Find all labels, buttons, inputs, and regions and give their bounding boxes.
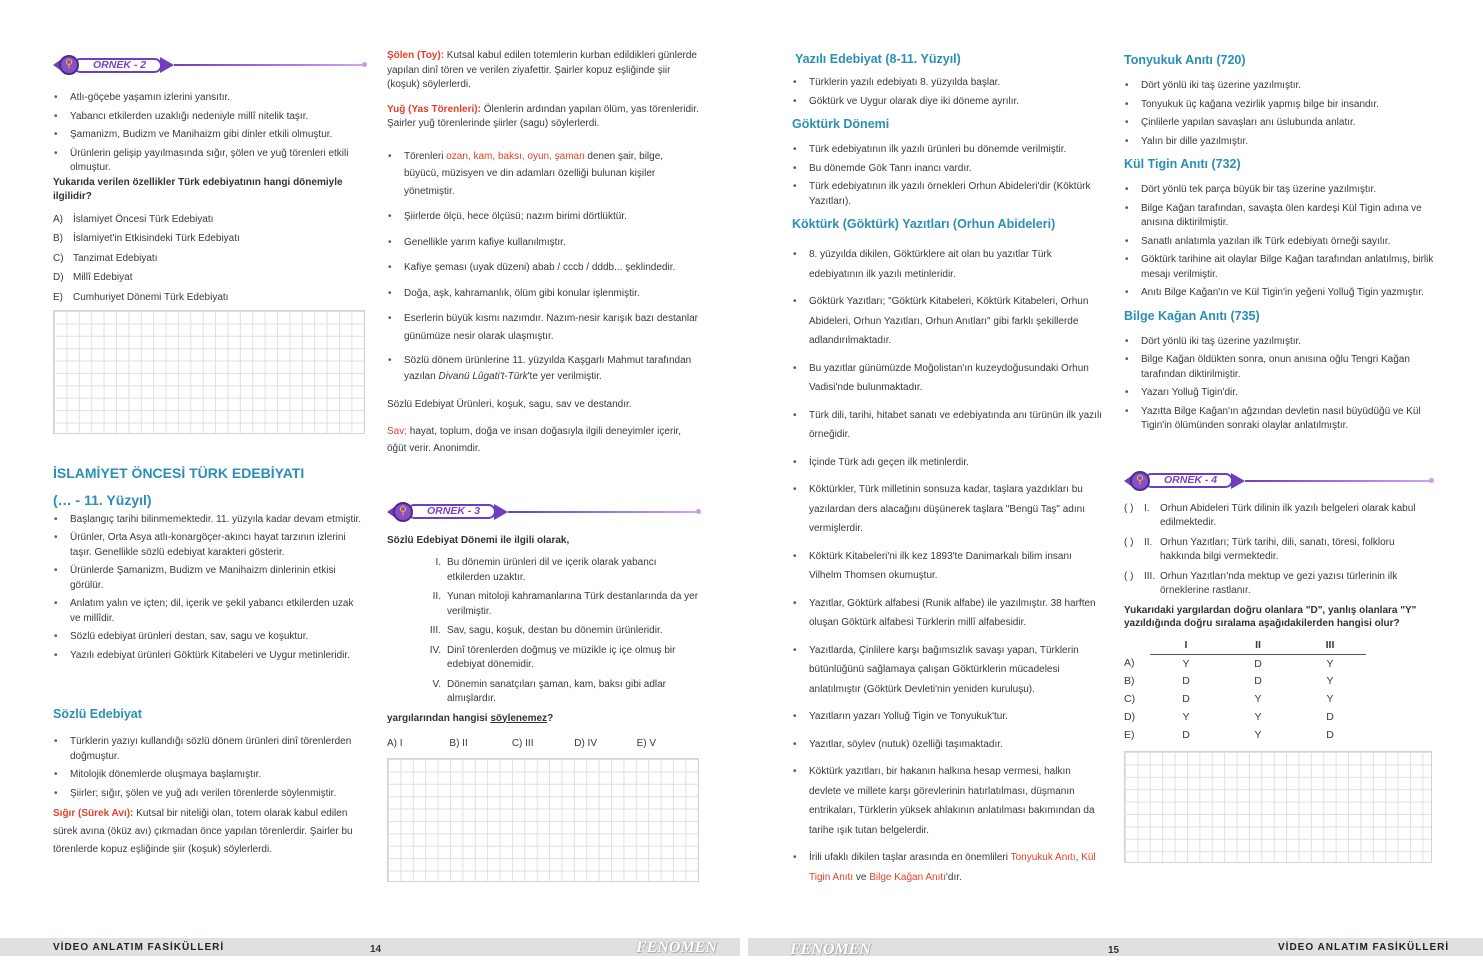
list-item: • Türklerin yazılı edebiyatı 8. yüzyılda başlar. bbox=[792, 76, 1104, 91]
table-cell: D bbox=[1254, 657, 1262, 670]
orhun-title: Köktürk (Göktürk) Yazıtları (Orhun Abideleri) bbox=[792, 217, 1056, 232]
statement-item: II. Yunan mitoloji kahramanlarına Türk destanlarında da yer verilmiştir. bbox=[432, 591, 699, 617]
table-cell: Y bbox=[1326, 693, 1334, 706]
example-3-options bbox=[387, 737, 699, 752]
example-2-badge bbox=[53, 56, 365, 74]
solen-term: Şölen (Toy): bbox=[387, 50, 445, 61]
sozlu-title: Sözlü Edebiyat bbox=[53, 707, 142, 722]
list-item: • Ürünlerde Şamanizm, Budizm ve Manihaizm dinlerinin etkisi görülür. bbox=[53, 564, 365, 593]
list-item: • Şiirlerde ölçü, hece ölçüsü; nazım birimi dörtlüktür. bbox=[387, 208, 699, 226]
answer-option: B) İslamiyet'in Etkisindeki Türk Edebiyatı bbox=[53, 233, 240, 244]
list-item: • Genellikle yarım kafiye kullanılmıştır. bbox=[387, 234, 699, 252]
table-cell: Y bbox=[1182, 657, 1190, 670]
p15-left-column bbox=[792, 44, 1104, 891]
list-item: • İçinde Türk adı geçen ilk metinlerdir. bbox=[792, 453, 1104, 473]
statement-item: ( ) II. Orhun Yazıtları; Türk tarihi, dili, sanatı, töresi, folkloru hakkında bilgi vermektedir. bbox=[1124, 536, 1395, 563]
list-item: • Doğa, aşk, kahramanlık, ölüm gibi konular işlenmiştir. bbox=[387, 285, 699, 303]
bilge-bullets bbox=[1124, 335, 1434, 434]
list-item: • Yazıtlarda, Çinlilere karşı bağımsızlık savaşı yapan, Türklerin bütünlüğünü sağlamaya çalışan Göktürklerin mücadelesi anlatılmıştır (Göktürk Devleti'nin yeniden kuruluşu). bbox=[792, 641, 1104, 700]
bilge-title: Bilge Kağan Anıtı (735) bbox=[1124, 308, 1260, 323]
table-cell: Y bbox=[1254, 693, 1262, 706]
example-4-answer-table bbox=[1124, 637, 1366, 745]
statement-item: I. Bu dönemin ürünleri dil ve içerik olarak yabancı etkilerden uzaktır. bbox=[435, 557, 657, 583]
example-4-label: ÖRNEK - 4 bbox=[1144, 473, 1233, 488]
example-3-label: ÖRNEK - 3 bbox=[407, 504, 496, 519]
magnifier-icon: ⚲ bbox=[393, 502, 413, 522]
example-4-question: Yukarıdaki yargılardan doğru olanlara "D", yanlış olanlara "Y" yazıldığında doğru sıralama aşağıdakilerden hangisi olur? bbox=[1124, 604, 1417, 630]
option-key: E) bbox=[1124, 729, 1135, 742]
list-item: • Anlatım yalın ve içten; dil, içerik ve şekil yabancı etkilerden uzak ve millîdir. bbox=[53, 597, 365, 626]
answer-grid bbox=[387, 758, 699, 882]
column-header: III bbox=[1294, 637, 1366, 655]
p14-logo: FENOMEN bbox=[636, 939, 717, 956]
answer-option: E) V bbox=[636, 738, 657, 749]
section-subtitle: (… - 11. Yüzyıl) bbox=[53, 492, 152, 509]
list-item: • Türk edebiyatının ilk yazılı örnekleri Orhun Abideleri'dir (Köktürk Yazıtları). bbox=[792, 180, 1104, 209]
list-item: • Başlangıç tarihi bilinmemektedir. 11. yüzyıla kadar devam etmiştir. bbox=[53, 513, 365, 528]
answer-option: A) I bbox=[387, 738, 403, 749]
example-2-question: Yukarıda verilen özellikler Türk edebiyatının hangi dönemiyle ilgilidir? bbox=[53, 176, 343, 202]
list-item: • Türklerin yazıyı kullandığı sözlü dönem ürünleri dinî törenlerden doğmuştur. bbox=[53, 735, 365, 764]
table-cell: D bbox=[1182, 693, 1190, 706]
example-3-badge bbox=[387, 503, 699, 521]
example-3-question: yargılarından hangisi söylenemez? bbox=[387, 712, 554, 724]
list-item: • Törenleri ozan, kam, baksı, oyun, şaman denen şair, bilge, büyücü, müzisyen ve din adamları özelliği bulunan kişiler yönetmiştir. bbox=[387, 148, 699, 201]
yug-term: Yuğ (Yas Törenleri): bbox=[387, 103, 481, 115]
table-row bbox=[1124, 727, 1366, 745]
list-item: • İrili ufaklı dikilen taşlar arasında en önemlileri Tonyukuk Anıtı, Kül Tigin Anıtı ve Bilge Kağan Anıtı'dır. bbox=[792, 848, 1104, 887]
table-cell: Y bbox=[1254, 729, 1262, 742]
option-key: A) bbox=[1124, 657, 1135, 670]
list-item: • Türk edebiyatının ilk yazılı ürünleri bu dönemde verilmiştir. bbox=[792, 143, 1104, 158]
badge-line bbox=[1245, 480, 1432, 482]
example-2-bullets bbox=[53, 91, 365, 176]
list-item: • Anıtı Bilge Kağan'ın ve Kül Tigin'in yeğeni Yolluğ Tigin yazmıştır. bbox=[1124, 286, 1434, 301]
list-item: • Kafiye şeması (uyak düzeni) abab / cccb / dddb... şeklindedir. bbox=[387, 259, 699, 277]
example-3-statements bbox=[387, 556, 699, 707]
p15-page-number: 15 bbox=[1108, 945, 1120, 956]
example-3-intro: Sözlü Edebiyat Dönemi ile ilgili olarak, bbox=[387, 534, 570, 546]
list-item: • Çinlilerle yapılan savaşları anı üslubunda anlatır. bbox=[1124, 116, 1434, 131]
answer-option: D) IV bbox=[574, 738, 597, 749]
badge-line bbox=[174, 64, 365, 66]
answer-grid bbox=[1124, 751, 1432, 863]
list-item: • Dört yönlü iki taş üzerine yazılmıştır. bbox=[1124, 79, 1434, 94]
list-item: • Sanatlı anlatımla yazılan ilk Türk edebiyatı örneği sayılır. bbox=[1124, 235, 1434, 250]
table-row bbox=[1124, 655, 1366, 673]
list-item: • Eserlerin büyük kısmı nazımdır. Nazım-nesir karışık bazı destanlar günümüze nesir olarak ulaşmıştır. bbox=[387, 310, 699, 345]
orhun-bullets bbox=[792, 245, 1104, 840]
yug-paragraph bbox=[387, 103, 699, 132]
list-item: • Tonyukuk üç kağana vezirlik yapmış bilge bir insandır. bbox=[1124, 98, 1434, 113]
list-item: • Yabancı etkilerden uzaklığı nedeniyle millî nitelik taşır. bbox=[53, 110, 365, 125]
example-2-options bbox=[53, 213, 365, 306]
badge-arrow-icon bbox=[1231, 473, 1245, 489]
example-4-badge bbox=[1124, 472, 1432, 490]
list-item: • Bu dönemde Gök Tanrı inancı vardır. bbox=[792, 162, 1104, 177]
answer-grid bbox=[53, 310, 365, 434]
sav-text: hayat, toplum, doğa ve insan doğasıyla ilgili deneyimler içerir, öğüt verir. Anonimdir. bbox=[387, 425, 682, 454]
list-item: • Dört yönlü iki taş üzerine yazılmıştır. bbox=[1124, 335, 1434, 350]
table-row bbox=[1124, 673, 1366, 691]
list-item: • Şiirler; sığır, şölen ve yuğ adı verilen törenlerde söylenmiştir. bbox=[53, 787, 365, 802]
list-item: • Köktürkler, Türk milletinin sonsuza kadar, taşlara yazdıkları bu yazılardan ders alacağını düşünerek taşlara "Bengü Taş" adını vermişlerdir. bbox=[792, 480, 1104, 539]
statement-item: IV. Dinî törenlerden doğmuş ve müzikle iç içe olmuş bir edebiyat dönemidir. bbox=[429, 644, 676, 670]
sigir-term: Sığır (Sürek Avı): bbox=[53, 808, 134, 820]
list-item: • Bu yazıtlar günümüzde Moğolistan'ın kuzeydoğusundaki Orhun Vadisi'nde bulunmaktadır. bbox=[792, 359, 1104, 398]
list-item: • Yazılı edebiyat ürünleri Göktürk Kitabeleri ve Uygur metinleridir. bbox=[53, 649, 365, 664]
column-header: II bbox=[1222, 637, 1294, 655]
toren-bullets bbox=[387, 148, 699, 201]
example-4-statements bbox=[1124, 502, 1434, 599]
sigir-text: Kutsal bir niteliği olan, totem olarak kabul edilen sürek avına (öküz avı) çıkmadan önce yapılan törenlerdir. Şairler bu törenlerde kopuz eşliğinde şiir (koşuk) söylerlerdi. bbox=[53, 808, 353, 856]
sav-term: Sav; bbox=[387, 425, 408, 437]
yazili-title: Yazılı Edebiyat (8-11. Yüzyıl) bbox=[795, 52, 961, 66]
list-item: • Yalın bir dille yazılmıştır. bbox=[1124, 135, 1434, 150]
tonyukuk-bullets bbox=[1124, 79, 1434, 149]
magnifier-icon: ⚲ bbox=[1130, 471, 1150, 491]
list-item: • Yazıtta Bilge Kağan'ın ağzından devletin nasıl büyüdüğü ve Kül Tigin'in ölümünden sonraki olaylar anlatılmıştır. bbox=[1124, 405, 1434, 434]
irili-bullets bbox=[792, 848, 1104, 887]
sav-paragraph bbox=[387, 423, 699, 457]
tonyukuk-title: Tonyukuk Anıtı (720) bbox=[1124, 53, 1246, 67]
table-cell: D bbox=[1326, 711, 1334, 724]
list-item: • Yazıtların yazarı Yolluğ Tigin ve Tonyukuk'tur. bbox=[792, 707, 1104, 727]
list-item: • Bilge Kağan tarafından, savaşta ölen kardeşi Kül Tigin adına ve anısına diktirilmiştir. bbox=[1124, 202, 1434, 231]
list-item: • Ürünlerin gelişip yayılmasında sığır, şölen ve yuğ törenleri etkili olmuştur. bbox=[53, 147, 365, 176]
p14-right-column bbox=[387, 49, 699, 882]
example-2-label: ÖRNEK - 2 bbox=[73, 58, 162, 73]
sigir-paragraph bbox=[53, 805, 365, 859]
table-row bbox=[1124, 709, 1366, 727]
statement-item: V. Dönemin sanatçıları şaman, kam, baksı gibi adlar almışlardır. bbox=[432, 678, 666, 704]
kultigin-bullets bbox=[1124, 183, 1434, 301]
table-cell: D bbox=[1254, 675, 1262, 688]
p14-page-number: 14 bbox=[370, 944, 382, 955]
p15-right-column bbox=[1124, 45, 1434, 863]
list-item: • Yazıtlar, Göktürk alfabesi (Runik alfabe) ile yazılmıştır. 38 harften oluşan Göktürk alfabesi Türklerin millî alfabesidir. bbox=[792, 594, 1104, 633]
list-item: • 8. yüzyılda dikilen, Göktürklere ait olan bu yazıtlar Türk edebiyatının ilk yazılı metinleridir. bbox=[792, 245, 1104, 284]
statement-item: ( ) III. Orhun Yazıtları'nda mektup ve gezi yazısı türlerinin ilk örneklerine rastlanır. bbox=[1124, 570, 1398, 597]
yazili-bullets bbox=[792, 76, 1104, 109]
table-cell: Y bbox=[1326, 657, 1334, 670]
option-key: C) bbox=[1124, 693, 1136, 706]
statement-item: III. Sav, sagu, koşuk, destan bu dönemin ürünleridir. bbox=[429, 625, 663, 636]
list-item: • Türk dili, tarihi, hitabet sanatı ve edebiyatında anı türünün ilk yazılı örneğidir. bbox=[792, 406, 1104, 445]
solen-text: Kutsal kabul edilen totemlerin kurban edildikleri günlerde yapılan dinî tören ve verilen ziyafettir. Şairler kopuz eşliğinde şiir (koşuk) söylerlerdi. bbox=[387, 50, 697, 90]
kultigin-title: Kül Tigin Anıtı (732) bbox=[1124, 157, 1241, 172]
list-item: • Sözlü edebiyat ürünleri destan, sav, sagu ve koşuktur. bbox=[53, 630, 365, 645]
badge-arrow-icon bbox=[160, 57, 174, 73]
badge-line bbox=[508, 511, 699, 513]
statement-item: ( ) I. Orhun Abideleri Türk dilinin ilk yazılı belgeleri olarak kabul edilmektedir. bbox=[1124, 502, 1416, 529]
list-item: • Atlı-göçebe yaşamın izlerini yansıtır. bbox=[53, 91, 365, 106]
answer-option: E) Cumhuriyet Dönemi Türk Edebiyatı bbox=[53, 291, 229, 303]
gokturk-bullets bbox=[792, 143, 1104, 209]
poetry-bullets bbox=[387, 208, 699, 345]
list-item: • Mitolojik dönemlerde oluşmaya başlamıştır. bbox=[53, 768, 365, 783]
magnifier-icon: ⚲ bbox=[59, 55, 79, 75]
column-header: I bbox=[1150, 637, 1222, 655]
list-item: • Şamanizm, Budizm ve Manihaizm gibi dinler etkili olmuştur. bbox=[53, 128, 365, 143]
yug-text: Ölenlerin ardından yapılan ölüm, yas törenleridir. Şairler yuğ törenlerinde şiirler (sagu) söylerlerdi. bbox=[387, 103, 699, 129]
divan-bullets bbox=[387, 353, 699, 384]
gokturk-title: Göktürk Dönemi bbox=[792, 117, 890, 132]
list-item: • Dört yönlü tek parça büyük bir taş üzerine yazılmıştır. bbox=[1124, 183, 1434, 198]
answer-option: C) III bbox=[511, 738, 534, 749]
section-title: İSLAMİYET ÖNCESİ TÜRK EDEBİYATI bbox=[53, 465, 305, 481]
answer-option: A) İslamiyet Öncesi Türk Edebiyatı bbox=[53, 213, 214, 225]
table-row bbox=[1124, 691, 1366, 709]
p14-footer-brand: VİDEO ANLATIM FASİKÜLLERİ bbox=[53, 942, 225, 953]
answer-option: B) II bbox=[449, 738, 468, 749]
list-item: • Köktürk Kitabeleri'ni ilk kez 1893'te Danimarkalı bilim insanı Vilhelm Thomsen okumuştur. bbox=[792, 547, 1104, 586]
table-header bbox=[1124, 637, 1366, 655]
table-cell: D bbox=[1182, 675, 1190, 688]
list-item: • Göktürk ve Uygur olarak diye iki döneme ayrılır. bbox=[792, 95, 1104, 110]
urunler-text: Sözlü Edebiyat Ürünleri, koşuk, sagu, sav ve destandır. bbox=[387, 399, 632, 410]
section-bullets bbox=[53, 513, 365, 664]
option-key: D) bbox=[1124, 711, 1136, 724]
p15-logo: FENOMEN bbox=[790, 941, 871, 958]
option-key: B) bbox=[1124, 675, 1135, 688]
list-item: • Sözlü dönem ürünlerine 11. yüzyılda Kaşgarlı Mahmut tarafından yazılan Divanü Lûgati't-Türk'te yer verilmiştir. bbox=[387, 353, 699, 384]
table-cell: Y bbox=[1254, 711, 1262, 724]
list-item: • Ürünler, Orta Asya atlı-konargöçer-akıncı hayat tarzının izlerini taşır. Genellikle sözlü edebiyat karakteri gösterir. bbox=[53, 531, 365, 560]
list-item: • Köktürk yazıtları, bir hakanın halkına hesap vermesi, halkın devlete ve millete karşı görevlerinin hatırlatılması, düşmanın entrikaları, Türklerin yüksek ahlakının anlatılması bakımından da tarihe ışık tutan belgelerdir. bbox=[792, 762, 1104, 840]
solen-paragraph bbox=[387, 49, 699, 93]
table-cell: Y bbox=[1182, 711, 1190, 724]
list-item: • Göktürk Yazıtları; "Göktürk Kitabeleri, Köktürk Kitabeleri, Orhun Abideleri, Orhun Yazıtları, Orhun Anıtları" gibi farklı şekillerde adlandırılmaktadır. bbox=[792, 292, 1104, 351]
list-item: • Bilge Kağan öldükten sonra, onun anısına oğlu Tengri Kağan tarafından diktirilmiştir. bbox=[1124, 353, 1434, 382]
table-cell: D bbox=[1182, 729, 1190, 742]
table-cell: D bbox=[1326, 729, 1334, 742]
answer-option: D) Millî Edebiyat bbox=[53, 272, 133, 283]
list-item: • Yazarı Yolluğ Tigin'dir. bbox=[1124, 386, 1434, 401]
p15-footer-brand: VİDEO ANLATIM FASİKÜLLERİ bbox=[1278, 942, 1450, 953]
answer-option: C) Tanzimat Edebiyatı bbox=[53, 252, 158, 264]
table-cell: Y bbox=[1326, 675, 1334, 688]
p14-left-column bbox=[53, 56, 365, 859]
list-item: • Yazıtlar, söylev (nutuk) özelliği taşımaktadır. bbox=[792, 735, 1104, 755]
badge-arrow-icon bbox=[494, 504, 508, 520]
sozlu-bullets bbox=[53, 735, 365, 801]
list-item: • Göktürk tarihine ait olaylar Bilge Kağan tarafından anlatılmış, birlik mesajı verilmiştir. bbox=[1124, 253, 1434, 282]
